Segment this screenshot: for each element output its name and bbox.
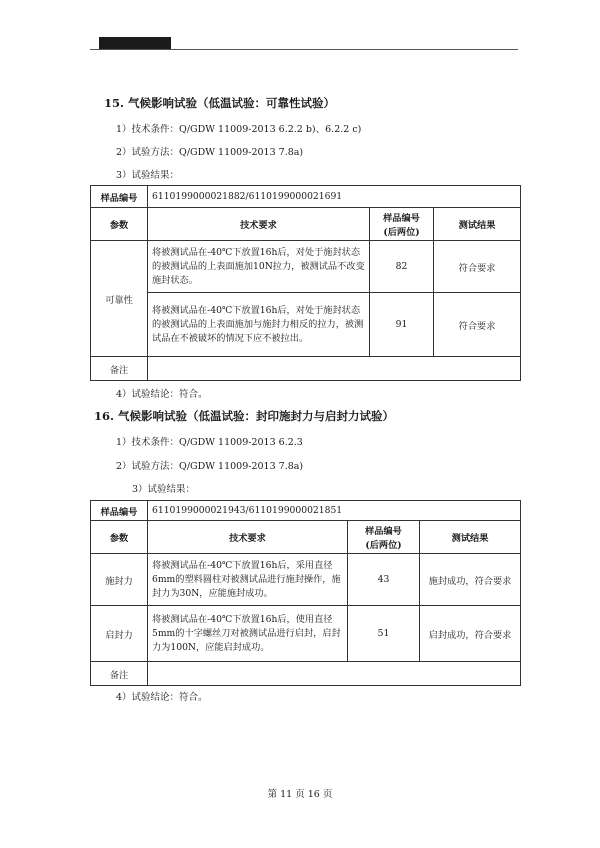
col-result: 测试结果 bbox=[434, 208, 521, 241]
section-16-title: 16. 气候影响试验（低温试验：封印施封力与启封力试验） bbox=[94, 409, 395, 423]
header-code-redacted bbox=[99, 37, 171, 49]
col-sample-no-line1: 样品编号 bbox=[365, 526, 402, 537]
sample-id-label: 样品编号 bbox=[91, 501, 148, 521]
col-requirement: 技术要求 bbox=[148, 208, 370, 241]
sample-cell: 91 bbox=[370, 293, 434, 357]
remark-value bbox=[148, 357, 521, 381]
results-table-16 bbox=[90, 500, 521, 686]
section-15-conclusion: 4）试验结论：符合。 bbox=[116, 389, 208, 400]
param-cell: 施封力 bbox=[91, 554, 148, 606]
col-sample-no bbox=[370, 208, 434, 241]
section-16-conclusion: 4）试验结论：符合。 bbox=[116, 692, 208, 703]
result-cell: 符合要求 bbox=[434, 241, 521, 293]
results-table-15 bbox=[90, 185, 521, 381]
sample-id-value: 6110199000021882/6110199000021691 bbox=[148, 186, 521, 208]
sample-id-value: 6110199000021943/6110199000021851 bbox=[148, 501, 521, 521]
remark-label: 备注 bbox=[91, 662, 148, 686]
requirement-cell: 将被测试品在-40℃下放置16h后，对处于施封状态的被测试品的上表面施加10N拉力，被测试品不改变施封状态。 bbox=[148, 241, 370, 293]
table-row bbox=[91, 554, 521, 606]
table-row bbox=[91, 241, 521, 293]
col-requirement: 技术要求 bbox=[148, 521, 348, 554]
col-param: 参数 bbox=[91, 208, 148, 241]
col-sample-no bbox=[348, 521, 420, 554]
sample-id-label: 样品编号 bbox=[91, 186, 148, 208]
section-15-results-label: 3）试验结果： bbox=[116, 170, 180, 181]
sample-cell: 82 bbox=[370, 241, 434, 293]
requirement-cell: 将被测试品在-40℃下放置16h后，使用直径5mm的十字螺丝刀对被测试品进行启封，启封力为100N，应能启封成功。 bbox=[148, 606, 348, 662]
sample-cell: 51 bbox=[348, 606, 420, 662]
param-cell: 启封力 bbox=[91, 606, 148, 662]
result-cell: 符合要求 bbox=[434, 293, 521, 357]
col-result: 测试结果 bbox=[420, 521, 521, 554]
header-rule bbox=[90, 49, 518, 50]
table-row bbox=[91, 606, 521, 662]
section-15-title: 15. 气候影响试验（低温试验：可靠性试验） bbox=[104, 96, 336, 110]
section-16-conditions: 1）技术条件：Q/GDW 11009-2013 6.2.3 bbox=[116, 437, 303, 448]
requirement-cell: 将被测试品在-40℃下放置16h后，采用直径6mm的塑料圆柱对被测试品进行施封操作，施封力为30N，应能施封成功。 bbox=[148, 554, 348, 606]
remark-label: 备注 bbox=[91, 357, 148, 381]
section-16-method: 2）试验方法：Q/GDW 11009-2013 7.8a) bbox=[116, 461, 304, 472]
sample-cell: 43 bbox=[348, 554, 420, 606]
table-row bbox=[91, 293, 521, 357]
col-sample-no-line2: (后两位) bbox=[383, 227, 420, 238]
section-15-method: 2）试验方法：Q/GDW 11009-2013 7.8a) bbox=[116, 147, 304, 158]
result-cell: 启封成功，符合要求 bbox=[420, 606, 521, 662]
requirement-cell: 将被测试品在-40℃下放置16h后，对处于施封状态的被测试品的上表面施加与施封力相反的拉力，被测试品在不被破坏的情况下应不被拉出。 bbox=[148, 293, 370, 357]
col-sample-no-line1: 样品编号 bbox=[383, 213, 420, 224]
page-number: 第 11 页 16 页 bbox=[267, 789, 333, 800]
col-param: 参数 bbox=[91, 521, 148, 554]
col-sample-no-line2: (后两位) bbox=[365, 540, 402, 551]
result-cell: 施封成功，符合要求 bbox=[420, 554, 521, 606]
remark-value bbox=[148, 662, 521, 686]
param-cell: 可靠性 bbox=[91, 241, 148, 357]
section-15-conditions: 1）技术条件：Q/GDW 11009-2013 6.2.2 b)、6.2.2 c) bbox=[116, 124, 362, 135]
section-16-results-label: 3）试验结果： bbox=[132, 484, 196, 495]
